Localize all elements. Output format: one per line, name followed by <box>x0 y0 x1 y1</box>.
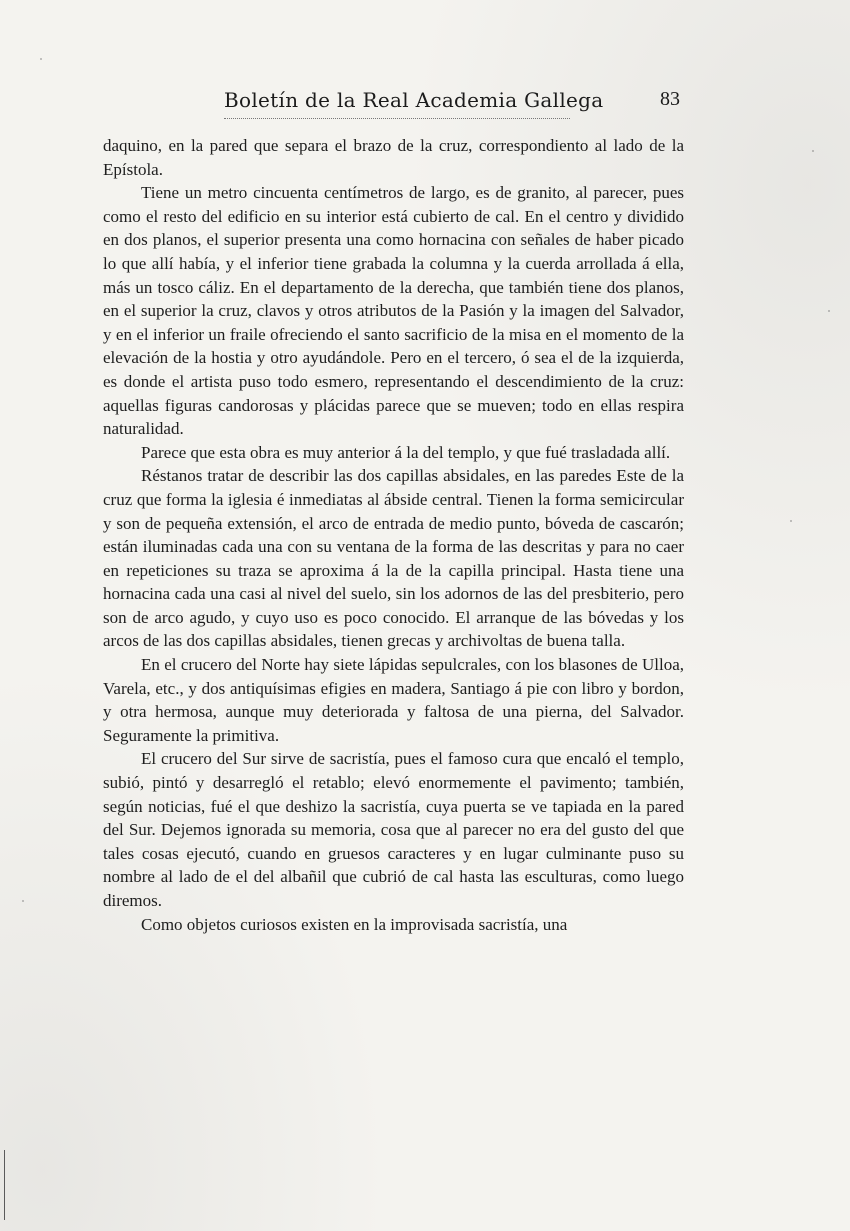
scan-speck <box>40 58 42 60</box>
body-text <box>103 134 684 936</box>
paragraph-1: daquino, en la pared que separa el brazo de la cruz, correspondiento al lado de la Epístola. <box>103 136 684 179</box>
paragraph-5: En el crucero del Norte hay siete lápidas sepulcrales, con los blasones de Ulloa, Varela, etc., y dos antiquísimas efigies en madera, Santiago á pie con libro y bordon, y otra hermosa, aunque muy deteriorada y faltosa de una pierna, del Salvador. Seguramente la primitiva. <box>103 655 684 745</box>
scan-speck <box>812 150 814 152</box>
paragraph-6: El crucero del Sur sirve de sacristía, pues el famoso cura que encaló el templo, subió, pintó y desarregló el retablo; elevó enormemente el pavimento; también, según noticias, fué el que deshizo la sacristía, cuya puerta se ve tapiada en la pared del Sur. Dejemos ignorada su memoria, cosa que al parecer no era del gusto del que tales cosas ejecutó, cuando en gruesos caracteres y en lugar culminante puso su nombre al lado de el del albañil que cubrió de cal hasta las esculturas, como luego diremos. <box>103 749 684 910</box>
header-rule <box>224 118 570 119</box>
paragraph-7: Como objetos curiosos existen en la improvisada sacristía, una <box>141 914 568 934</box>
scan-speck <box>22 900 24 902</box>
running-title: Boletín de la Real Academia Gallega <box>224 88 604 112</box>
paragraph-2: Tiene un metro cincuenta centímetros de largo, es de granito, al parecer, pues como el resto del edificio en su interior está cubierto de cal. En el centro y dividido en dos planos, el superior presenta una como hornacina con señales de haber picado lo que allí había, y el inferior tiene grabada la columna y la cuerda arrollada á ella, más un tosco cáliz. En el departamento de la derecha, que también tiene dos planos, en el superior la cruz, clavos y otros atributos de la Pasión y la imagen del Salvador, y en el inferior un fraile ofreciendo el santo sacrificio de la misa en el momento de la elevación de la hostia y otro ayudándole. Pero en el tercero, ó sea el de la izquierda, es donde el artista puso todo esmero, representando el descendimiento de la cruz: aquellas figuras candorosas y plácidas parece que se mueven; todo en ellas respira naturalidad. <box>103 183 684 439</box>
scan-speck <box>828 310 830 312</box>
scan-speck <box>790 520 792 522</box>
page-number: 83 <box>660 88 680 110</box>
paragraph-4: Réstanos tratar de describir las dos capillas absidales, en las paredes Este de la cruz que forma la iglesia é inmediatas al ábside central. Tienen la forma semicircular y son de pequeña extensión, el arco de entrada de medio punto, bóveda de cascarón; están iluminadas cada una con su ventana de la forma de las descritas y para no caer en repeticiones su traza se aproxima á la de la capilla principal. Hasta tiene una hornacina cada una casi al nivel del suelo, sin los adornos de las del presbiterio, pero son de arco agudo, y cuyo uso es poco conocido. El arranque de las bóvedas y los arcos de las dos capillas absidales, tienen grecas y archivoltas de buena talla. <box>103 466 684 651</box>
scan-edge-mark <box>4 1150 5 1220</box>
paragraph-3: Parece que esta obra es muy anterior á la del templo, y que fué trasladada allí. <box>141 442 671 462</box>
page-header <box>224 88 680 122</box>
